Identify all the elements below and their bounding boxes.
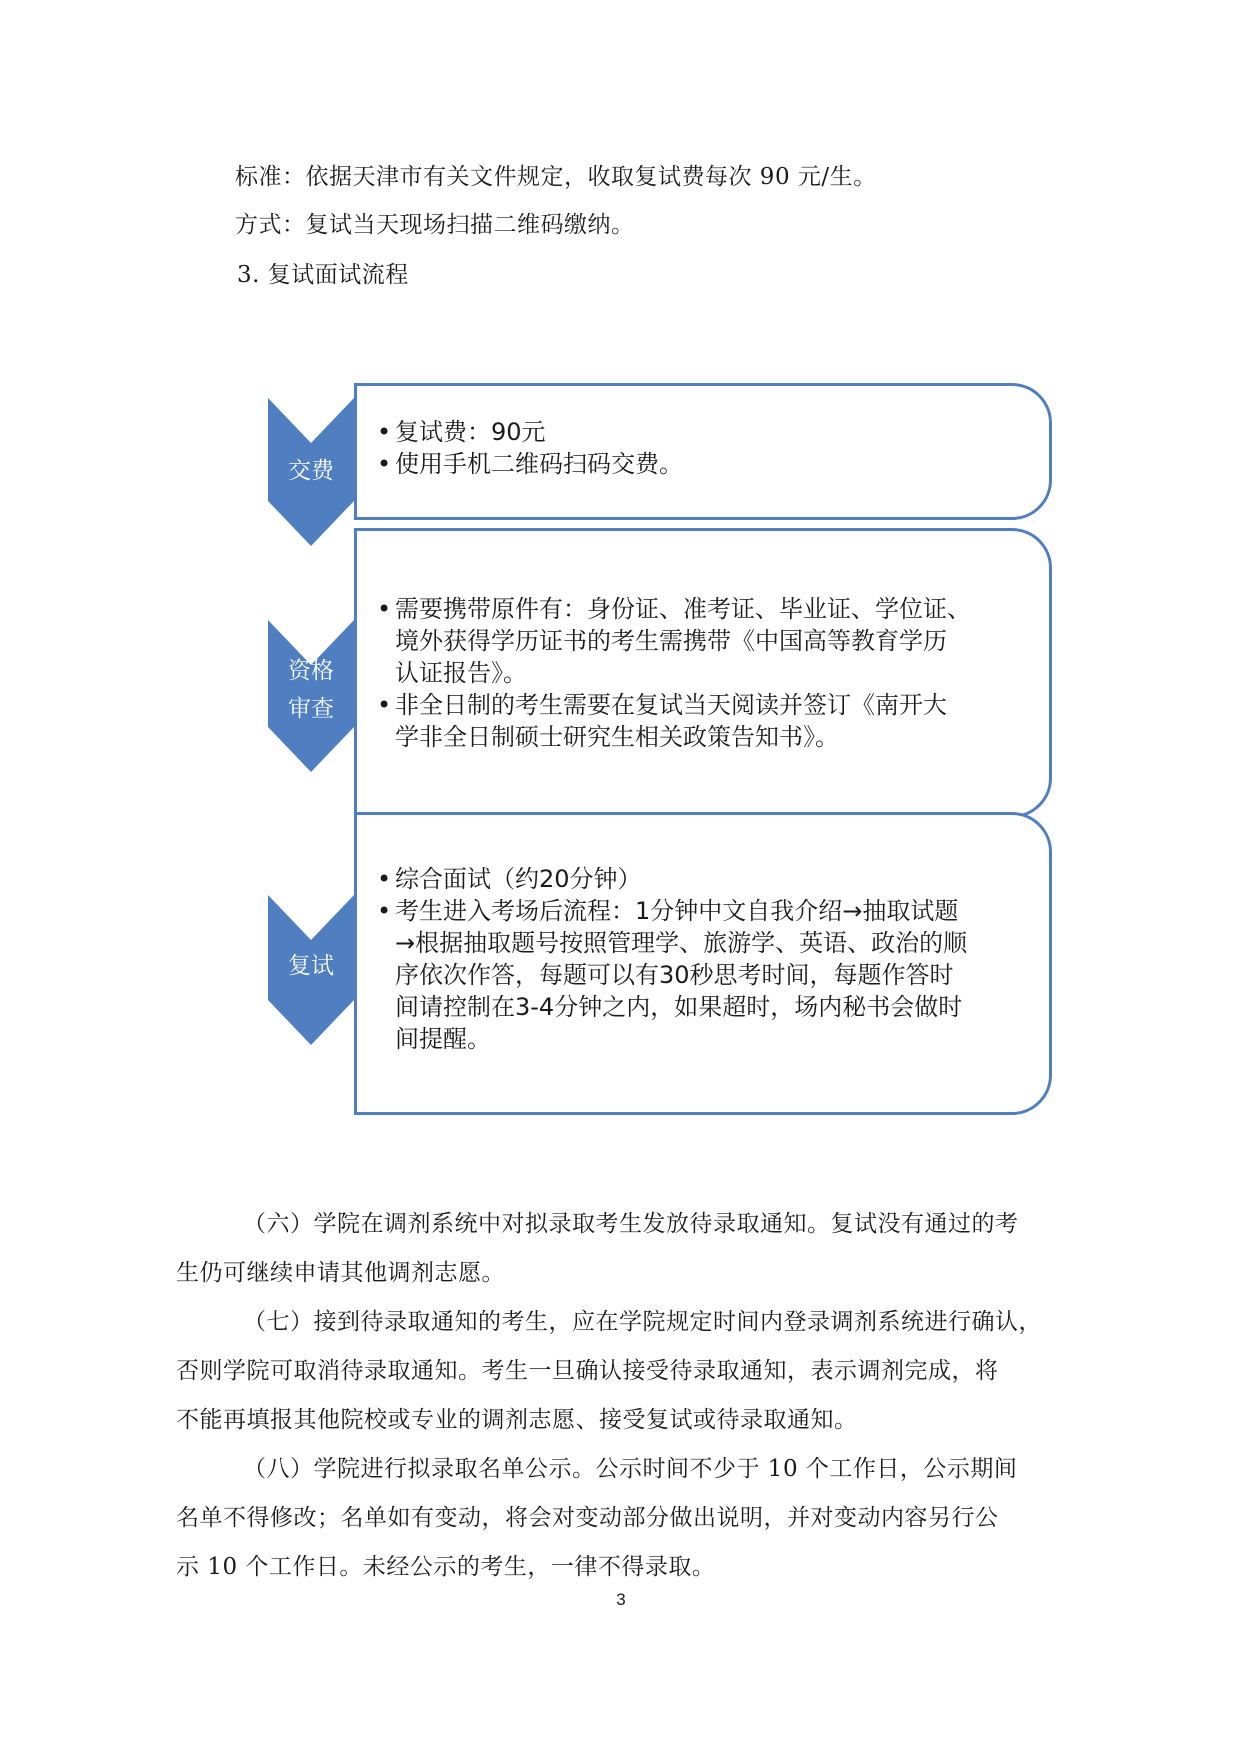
step-label: 资格 (288, 658, 334, 684)
step-box-review (354, 528, 1052, 818)
paragraph-six-line: （六）学院在调剂系统中对拟录取考生发放待录取通知。复试没有通过的考 (243, 1211, 1019, 1237)
step-box-interview (354, 812, 1052, 1115)
step-line: 认证报告》。 (395, 659, 527, 687)
paragraph-seven-line: 否则学院可取消待录取通知。考生一旦确认接受待录取通知，表示调剂完成，将 (176, 1358, 999, 1384)
chevron-step-interview (268, 895, 354, 1045)
paragraph-seven-line: 不能再填报其他院校或专业的调剂志愿、接受复试或待录取通知。 (176, 1407, 858, 1433)
step-box-fee (354, 383, 1052, 520)
paragraph-eight-line: 名单不得修改；名单如有变动，将会对变动部分做出说明，并对变动内容另行公 (176, 1505, 999, 1531)
section-heading: 3. 复试面试流程 (237, 262, 409, 288)
step-line: 境外获得学历证书的考生需携带《中国高等教育学历 (395, 627, 947, 655)
page-number: 3 (616, 1590, 626, 1609)
step-line: • 非全日制的考生需要在复试当天阅读并签订《南开大 (377, 689, 971, 721)
step-line: 序依次作答，每题可以有30秒思考时间，每题作答时 (395, 961, 954, 989)
paragraph-eight-line: （八）学院进行拟录取名单公示。公示时间不少于 10 个工作日，公示期间 (243, 1456, 1018, 1482)
step-line: →根据抽取题号按照管理学、旅游学、英语、政治的顺 (395, 929, 968, 957)
step-line: 间请控制在3-4分钟之内，如果超时，场内秘书会做时 (395, 993, 963, 1021)
step-line: • 考生进入考场后流程：1分钟中文自我介绍→抽取试题 (377, 895, 967, 927)
step-line: • 使用手机二维码扫码交费。 (377, 448, 683, 480)
step-line: 学非全日制硕士研究生相关政策告知书》。 (395, 723, 839, 751)
paragraph-six-line: 生仍可继续申请其他调剂志愿。 (176, 1260, 505, 1286)
step-label: 审查 (288, 696, 334, 722)
step-line: • 需要携带原件有：身份证、准考证、毕业证、学位证、 (377, 593, 971, 625)
step-line: • 复试费：90元 (377, 416, 683, 448)
paragraph-seven-line: （七）接到待录取通知的考生，应在学院规定时间内登录调剂系统进行确认， (243, 1309, 1042, 1335)
fee-standard: 标准：依据天津市有关文件规定，收取复试费每次 90 元/生。 (235, 164, 877, 190)
chevron-step-review (268, 620, 354, 772)
step-line: • 综合面试（约20分钟） (377, 863, 967, 895)
chevron-step-fee (268, 398, 354, 546)
paragraph-eight-line: 示 10 个工作日。未经公示的考生，一律不得录取。 (176, 1554, 716, 1580)
step-label: 交费 (288, 458, 334, 484)
fee-method: 方式：复试当天现场扫描二维码缴纳。 (235, 212, 635, 238)
step-label: 复试 (288, 953, 334, 979)
step-line: 间提醒。 (395, 1025, 491, 1053)
